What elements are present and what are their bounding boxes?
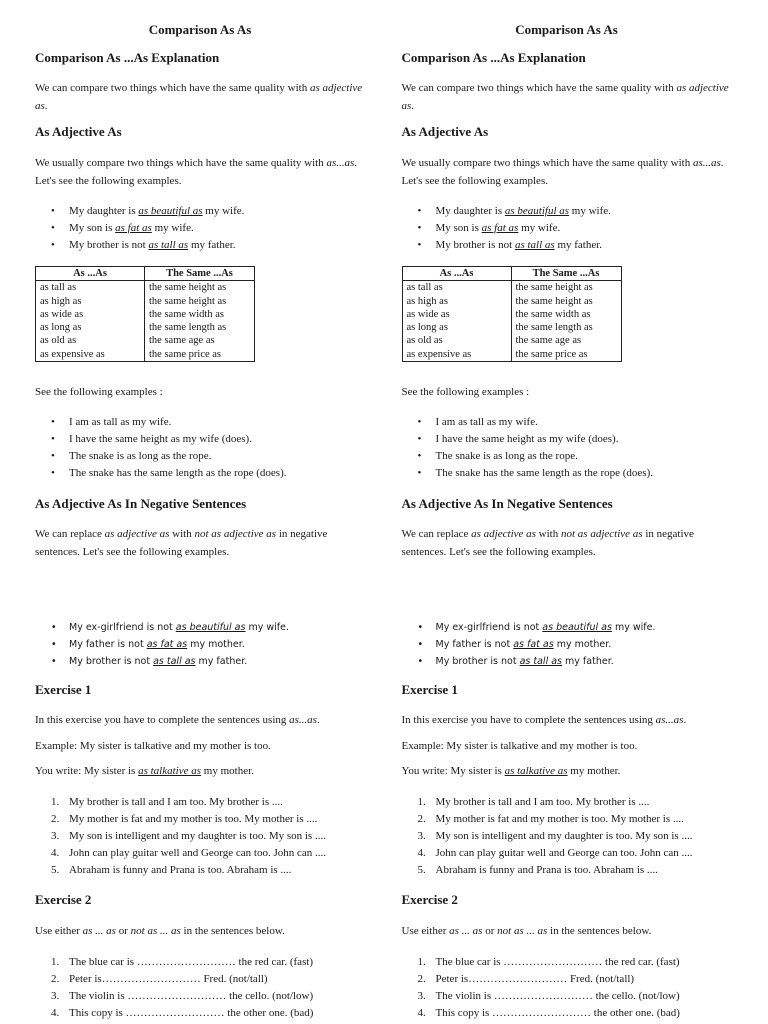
table-row — [36, 321, 255, 334]
exercise-1-you-write: You write: My sister is as talkative as my mother. — [35, 765, 254, 777]
exercise-item: 2. My mother is fat and my mother is too. My mother is .... — [417, 813, 684, 825]
table-cell: as wide as — [402, 308, 511, 321]
list-item: • My brother is not as tall as my father. — [35, 653, 289, 670]
exercise-1-you-write: You write: My sister is as talkative as my mother. — [401, 765, 621, 777]
exercise-item: 1. My brother is tall and I am too. My brother is .... — [51, 796, 283, 808]
exercise-item: 3. The violin is ……………………… the cello. (not/low) — [51, 990, 314, 1002]
table-header-same-as: The Same ...As — [511, 267, 621, 281]
heading-exercise-2: Exercise 2 — [35, 892, 92, 907]
table-row — [402, 295, 621, 308]
heading-as-adjective-as: As Adjective As — [401, 124, 489, 139]
table-row — [36, 281, 255, 295]
table-row — [402, 348, 621, 362]
comparison-table — [35, 266, 255, 362]
table-cell: as tall as — [36, 281, 145, 295]
heading-explanation: Comparison As ...As Explanation — [35, 50, 220, 65]
exercise-item: 1. The blue car is ……………………… the red car. (fast) — [51, 956, 314, 968]
table-cell: the same width as — [511, 308, 621, 321]
table-cell: as long as — [402, 321, 511, 334]
exercise-item: 5. Abraham is funny and Prana is too. Abraham is .... — [417, 864, 658, 876]
exercise-item: 2. Peter is……………………… Fred. (not/tall) — [51, 973, 268, 985]
table-cell: the same price as — [511, 348, 621, 362]
list-item: • My son is as fat as my wife. — [35, 220, 244, 237]
exercise-1-intro: In this exercise you have to complete the sentences using as...as. — [35, 714, 320, 726]
table-cell: as old as — [402, 334, 511, 347]
exercise-item: 3. My son is intelligent and my daughter is too. My son is .... — [51, 830, 326, 842]
list-item: • The snake is as long as the rope. — [35, 448, 286, 465]
table-cell: the same length as — [145, 321, 255, 334]
table-row — [36, 334, 255, 347]
table-cell: the same length as — [511, 321, 621, 334]
table-cell: as expensive as — [402, 348, 511, 362]
table-header-row — [402, 267, 621, 281]
table-row — [36, 295, 255, 308]
list-item: • I am as tall as my wife. — [35, 414, 286, 431]
list-item: • My daughter is as beautiful as my wife. — [35, 203, 244, 220]
table-header-row — [36, 267, 255, 281]
table-row — [36, 308, 255, 321]
usually-paragraph: We usually compare two things which have the same quality with as...as. Let's see the following examples. — [401, 157, 724, 187]
exercise-item: 5. Abraham is funny and Prana is too. Abraham is .... — [51, 864, 292, 876]
exercise-1-list — [35, 794, 326, 879]
exercise-1-example: Example: My sister is talkative and my mother is too. — [401, 740, 638, 752]
exercise-item: 4. This copy is ……………………… the other one. (bad) — [417, 1007, 680, 1019]
usually-paragraph: We usually compare two things which have the same quality with as...as. Let's see the following examples. — [35, 157, 358, 187]
table-cell: the same height as — [145, 295, 255, 308]
heading-as-adjective-as: As Adjective As — [35, 124, 122, 139]
table-cell: the same width as — [145, 308, 255, 321]
table-cell: as expensive as — [36, 348, 145, 362]
heading-exercise-1: Exercise 1 — [35, 682, 92, 697]
list-item: • My brother is not as tall as my father. — [402, 237, 611, 254]
exercise-item: 4. This copy is ……………………… the other one. (bad) — [51, 1007, 314, 1019]
doc-title: Comparison As As — [515, 22, 618, 37]
replace-paragraph: We can replace as adjective as with not as adjective as in negative sentences. Let's see the following examples. — [35, 528, 328, 558]
exercise-item: 2. Peter is……………………… Fred. (not/tall) — [417, 973, 635, 985]
exercise-item: 2. My mother is fat and my mother is too. My mother is .... — [51, 813, 318, 825]
list-item: • My ex-girlfriend is not as beautiful as my wife. — [35, 619, 289, 636]
table-cell: the same height as — [511, 295, 621, 308]
examples-list-2 — [35, 414, 286, 482]
intro-paragraph: We can compare two things which have the same quality with as adjective as. — [401, 82, 729, 112]
list-item: • The snake has the same length as the rope (does). — [402, 465, 653, 482]
replace-paragraph: We can replace as adjective as with not as adjective as in negative sentences. Let's see the following examples. — [401, 528, 694, 558]
table-row — [402, 334, 621, 347]
list-item: • I am as tall as my wife. — [402, 414, 653, 431]
heading-exercise-2: Exercise 2 — [401, 892, 458, 907]
table-row — [402, 281, 621, 295]
list-item: • The snake has the same length as the rope (does). — [35, 465, 286, 482]
list-item: • My brother is not as tall as my father. — [402, 653, 656, 670]
examples-list-3 — [35, 619, 289, 670]
table-cell: as high as — [402, 295, 511, 308]
examples-list-1 — [402, 203, 611, 254]
table-cell: the same height as — [511, 281, 621, 295]
exercise-item: 1. The blue car is ……………………… the red car. (fast) — [417, 956, 680, 968]
exercise-item: 3. The violin is ……………………… the cello. (not/low) — [417, 990, 680, 1002]
list-item: • The snake is as long as the rope. — [402, 448, 653, 465]
intro-paragraph: We can compare two things which have the same quality with as adjective as. — [35, 82, 363, 112]
table-row — [402, 308, 621, 321]
list-item: • I have the same height as my wife (does). — [35, 431, 286, 448]
heading-exercise-1: Exercise 1 — [401, 682, 458, 697]
table-cell: as tall as — [402, 281, 511, 295]
exercise-2-intro: Use either as ... as or not as ... as in the sentences below. — [35, 925, 285, 937]
list-item: • My daughter is as beautiful as my wife. — [402, 203, 611, 220]
table-cell: the same age as — [511, 334, 621, 347]
table-cell: as wide as — [36, 308, 145, 321]
table-row — [36, 348, 255, 362]
table-row — [402, 321, 621, 334]
exercise-item: 4. John can play guitar well and George can too. John can .... — [417, 847, 693, 859]
exercise-item: 3. My son is intelligent and my daughter is too. My son is .... — [417, 830, 693, 842]
exercise-1-example: Example: My sister is talkative and my mother is too. — [35, 740, 271, 752]
exercise-2-intro: Use either as ... as or not as ... as in the sentences below. — [401, 925, 652, 937]
table-header-as-as: As ...As — [402, 267, 511, 281]
list-item: • My father is not as fat as my mother. — [35, 636, 289, 653]
heading-explanation: Comparison As ...As Explanation — [401, 50, 586, 65]
exercise-item: 1. My brother is tall and I am too. My brother is .... — [417, 796, 650, 808]
table-cell: the same price as — [145, 348, 255, 362]
list-item: • My ex-girlfriend is not as beautiful as my wife. — [402, 619, 656, 636]
exercise-2-list — [35, 954, 313, 1022]
see-examples-text: See the following examples : — [401, 386, 530, 398]
list-item: • My brother is not as tall as my father. — [35, 237, 244, 254]
exercise-item: 4. John can play guitar well and George can too. John can .... — [51, 847, 327, 859]
list-item: • I have the same height as my wife (does). — [402, 431, 653, 448]
list-item: • My son is as fat as my wife. — [402, 220, 611, 237]
table-cell: as long as — [36, 321, 145, 334]
exercise-1-intro: In this exercise you have to complete the sentences using as...as. — [401, 714, 687, 726]
examples-list-3 — [402, 619, 656, 670]
list-item: • My father is not as fat as my mother. — [402, 636, 656, 653]
table-header-as-as: As ...As — [36, 267, 145, 281]
see-examples-text: See the following examples : — [35, 386, 163, 398]
table-cell: the same age as — [145, 334, 255, 347]
document-column-left — [35, 0, 402, 1024]
table-cell: as high as — [36, 295, 145, 308]
exercise-2-list — [402, 954, 680, 1022]
table-cell: as old as — [36, 334, 145, 347]
document-column-right — [402, 0, 768, 1024]
exercise-1-list — [402, 794, 693, 879]
table-cell: the same height as — [145, 281, 255, 295]
heading-negative: As Adjective As In Negative Sentences — [401, 496, 613, 511]
doc-title: Comparison As As — [148, 22, 252, 37]
examples-list-1 — [35, 203, 244, 254]
table-header-same-as: The Same ...As — [145, 267, 255, 281]
heading-negative: As Adjective As In Negative Sentences — [35, 496, 247, 511]
examples-list-2 — [402, 414, 653, 482]
comparison-table — [402, 266, 622, 362]
